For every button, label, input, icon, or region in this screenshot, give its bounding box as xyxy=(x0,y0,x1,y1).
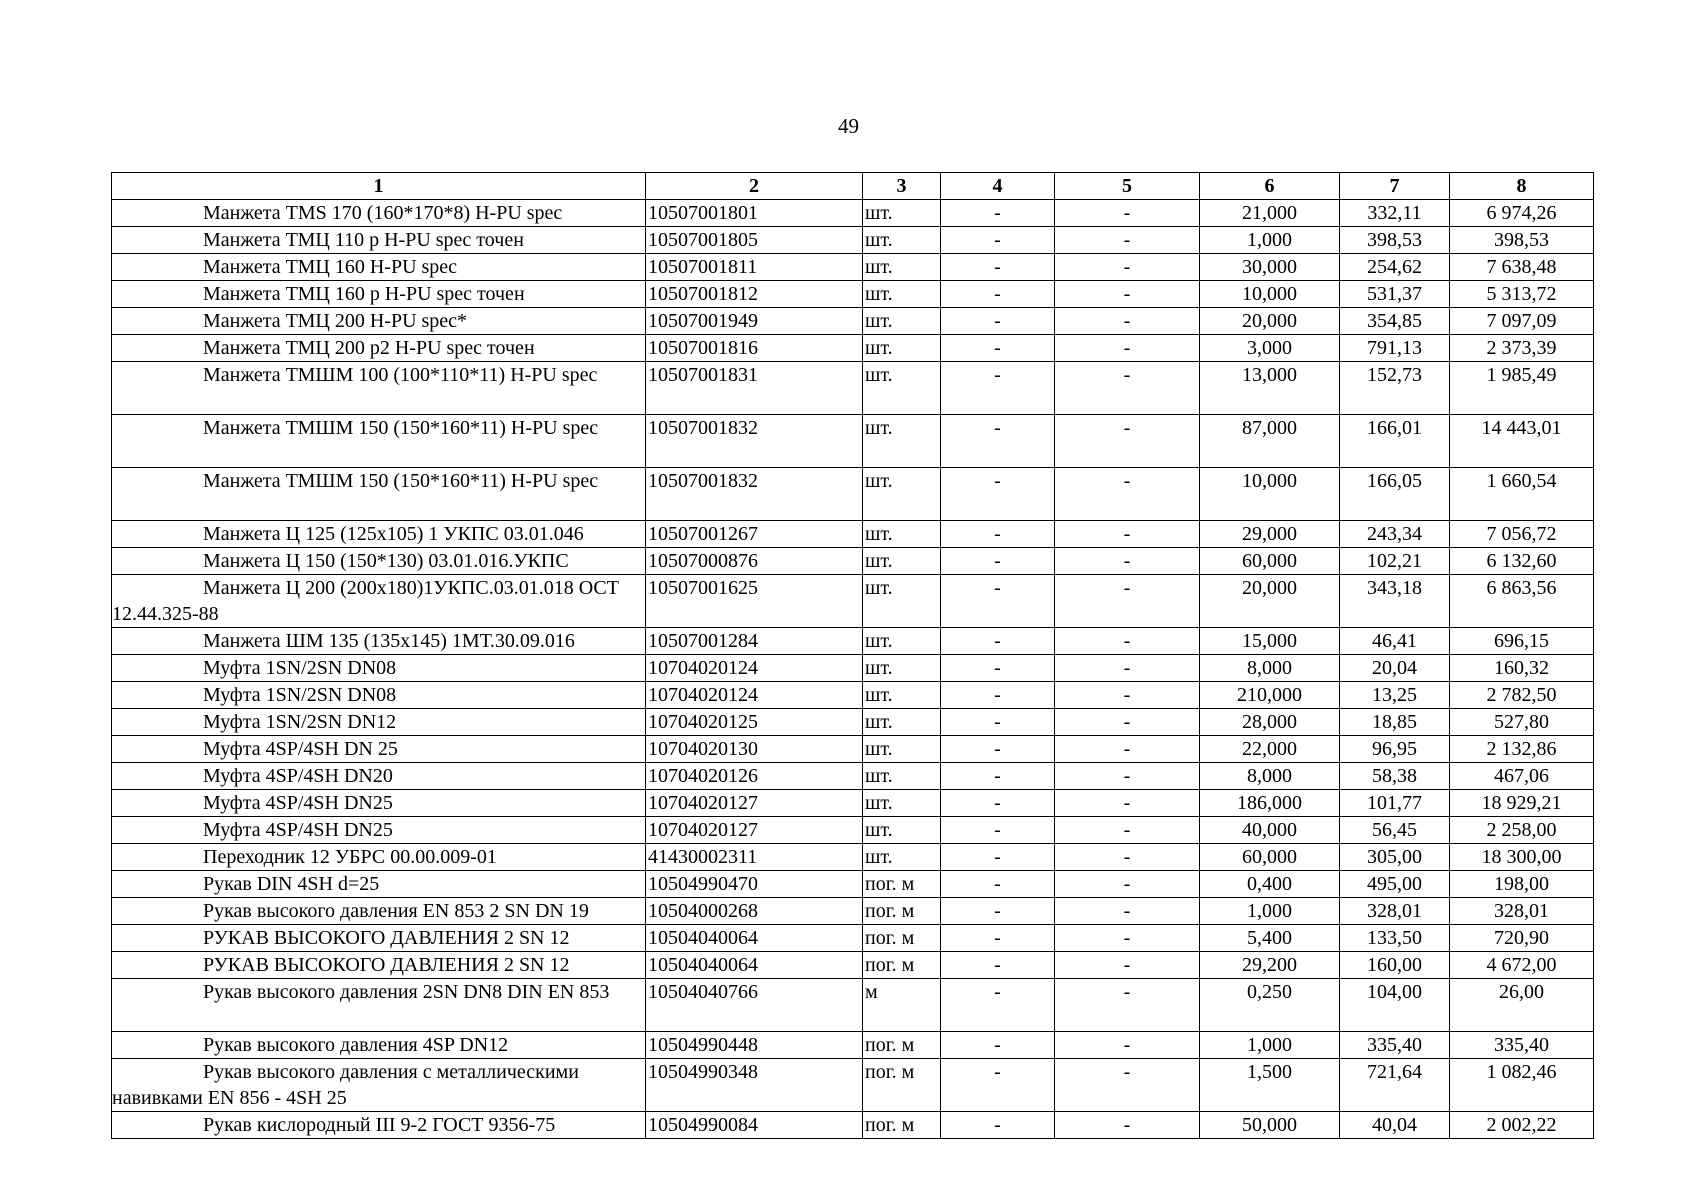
item-sum: 720,90 xyxy=(1450,925,1594,952)
item-code: 10507000876 xyxy=(646,548,863,575)
item-unit: шт. xyxy=(863,682,941,709)
item-sum: 6 974,26 xyxy=(1450,200,1594,227)
table-row xyxy=(112,200,1594,227)
table-row xyxy=(112,362,1594,415)
table-row xyxy=(112,790,1594,817)
item-code: 10507001812 xyxy=(646,281,863,308)
item-col4: - xyxy=(941,468,1055,521)
item-col4: - xyxy=(941,979,1055,1032)
item-col5: - xyxy=(1055,227,1200,254)
item-col4: - xyxy=(941,736,1055,763)
item-code: 10507001801 xyxy=(646,200,863,227)
item-col4: - xyxy=(941,415,1055,468)
item-unit: шт. xyxy=(863,628,941,655)
item-price: 40,04 xyxy=(1340,1112,1450,1139)
item-col4: - xyxy=(941,308,1055,335)
item-col4: - xyxy=(941,1112,1055,1139)
item-col4: - xyxy=(941,709,1055,736)
item-code: 10504990470 xyxy=(646,871,863,898)
item-name: Манжета ТМШМ 150 (150*160*11) H-PU spec xyxy=(112,468,646,521)
item-quantity: 10,000 xyxy=(1200,468,1340,521)
item-unit: пог. м xyxy=(863,1059,941,1112)
item-sum: 527,80 xyxy=(1450,709,1594,736)
item-code: 10504000268 xyxy=(646,898,863,925)
item-quantity: 15,000 xyxy=(1200,628,1340,655)
item-price: 254,62 xyxy=(1340,254,1450,281)
item-unit: шт. xyxy=(863,415,941,468)
item-name: Муфта 1SN/2SN DN08 xyxy=(112,655,646,682)
item-col4: - xyxy=(941,952,1055,979)
item-sum: 1 082,46 xyxy=(1450,1059,1594,1112)
item-quantity: 20,000 xyxy=(1200,308,1340,335)
item-col5: - xyxy=(1055,979,1200,1032)
item-name: Муфта 4SP/4SH DN25 xyxy=(112,817,646,844)
table-row xyxy=(112,1032,1594,1059)
item-unit: шт. xyxy=(863,790,941,817)
item-name: Манжета ТМЦ 110 p H-PU spec точен xyxy=(112,227,646,254)
item-name: Манжета Ц 200 (200х180)1УКПС.03.01.018 ОСТ 12.44.325-88 xyxy=(112,575,646,628)
item-col4: - xyxy=(941,1059,1055,1112)
item-quantity: 29,000 xyxy=(1200,521,1340,548)
item-name: РУКАВ ВЫСОКОГО ДАВЛЕНИЯ 2 SN 12 xyxy=(112,952,646,979)
item-code: 10704020126 xyxy=(646,763,863,790)
item-price: 13,25 xyxy=(1340,682,1450,709)
item-price: 104,00 xyxy=(1340,979,1450,1032)
item-code: 10704020127 xyxy=(646,817,863,844)
item-code: 10507001267 xyxy=(646,521,863,548)
item-code: 41430002311 xyxy=(646,844,863,871)
item-name: Рукав высокого давления EN 853 2 SN DN 19 xyxy=(112,898,646,925)
item-col5: - xyxy=(1055,200,1200,227)
item-col5: - xyxy=(1055,655,1200,682)
table-row xyxy=(112,1112,1594,1139)
item-price: 531,37 xyxy=(1340,281,1450,308)
item-quantity: 29,200 xyxy=(1200,952,1340,979)
item-sum: 18 929,21 xyxy=(1450,790,1594,817)
item-price: 133,50 xyxy=(1340,925,1450,952)
item-name: Манжета ШМ 135 (135х145) 1МТ.30.09.016 xyxy=(112,628,646,655)
table-row xyxy=(112,281,1594,308)
item-col4: - xyxy=(941,655,1055,682)
item-price: 46,41 xyxy=(1340,628,1450,655)
item-code: 10507001816 xyxy=(646,335,863,362)
item-col4: - xyxy=(941,200,1055,227)
item-col5: - xyxy=(1055,790,1200,817)
item-col5: - xyxy=(1055,362,1200,415)
column-header: 4 xyxy=(941,173,1055,200)
item-name: Рукав высокого давления 2SN DN8 DIN EN 853 xyxy=(112,979,646,1032)
item-col4: - xyxy=(941,335,1055,362)
item-col5: - xyxy=(1055,898,1200,925)
item-unit: шт. xyxy=(863,736,941,763)
item-unit: шт. xyxy=(863,548,941,575)
table-row xyxy=(112,308,1594,335)
item-name: Манжета ТМШМ 100 (100*110*11) H-PU spec xyxy=(112,362,646,415)
table-row xyxy=(112,682,1594,709)
table-row xyxy=(112,521,1594,548)
item-price: 398,53 xyxy=(1340,227,1450,254)
table-row xyxy=(112,415,1594,468)
item-col4: - xyxy=(941,925,1055,952)
item-price: 343,18 xyxy=(1340,575,1450,628)
item-sum: 26,00 xyxy=(1450,979,1594,1032)
item-price: 160,00 xyxy=(1340,952,1450,979)
item-col5: - xyxy=(1055,281,1200,308)
item-col5: - xyxy=(1055,817,1200,844)
item-code: 10704020130 xyxy=(646,736,863,763)
column-header: 1 xyxy=(112,173,646,200)
table-row xyxy=(112,335,1594,362)
item-sum: 198,00 xyxy=(1450,871,1594,898)
item-sum: 6 132,60 xyxy=(1450,548,1594,575)
item-name: РУКАВ ВЫСОКОГО ДАВЛЕНИЯ 2 SN 12 xyxy=(112,925,646,952)
item-unit: шт. xyxy=(863,521,941,548)
item-col4: - xyxy=(941,790,1055,817)
table-row xyxy=(112,655,1594,682)
item-code: 10504990084 xyxy=(646,1112,863,1139)
column-header: 2 xyxy=(646,173,863,200)
item-col4: - xyxy=(941,575,1055,628)
item-code: 10507001832 xyxy=(646,468,863,521)
item-col5: - xyxy=(1055,468,1200,521)
table-row xyxy=(112,1059,1594,1112)
item-code: 10507001284 xyxy=(646,628,863,655)
item-col5: - xyxy=(1055,1112,1200,1139)
item-name: Рукав DIN 4SH d=25 xyxy=(112,871,646,898)
item-unit: шт. xyxy=(863,308,941,335)
item-unit: шт. xyxy=(863,254,941,281)
item-name: Рукав высокого давления 4SP DN12 xyxy=(112,1032,646,1059)
column-header: 7 xyxy=(1340,173,1450,200)
item-col4: - xyxy=(941,227,1055,254)
item-col5: - xyxy=(1055,628,1200,655)
item-name: Манжета Ц 125 (125х105) 1 УКПС 03.01.046 xyxy=(112,521,646,548)
item-col4: - xyxy=(941,844,1055,871)
item-sum: 6 863,56 xyxy=(1450,575,1594,628)
item-code: 10507001625 xyxy=(646,575,863,628)
item-sum: 7 097,09 xyxy=(1450,308,1594,335)
item-sum: 335,40 xyxy=(1450,1032,1594,1059)
item-col5: - xyxy=(1055,1032,1200,1059)
item-sum: 398,53 xyxy=(1450,227,1594,254)
item-col5: - xyxy=(1055,254,1200,281)
item-quantity: 10,000 xyxy=(1200,281,1340,308)
item-sum: 696,15 xyxy=(1450,628,1594,655)
item-col4: - xyxy=(941,548,1055,575)
item-code: 10504040766 xyxy=(646,979,863,1032)
item-sum: 5 313,72 xyxy=(1450,281,1594,308)
item-col5: - xyxy=(1055,415,1200,468)
item-quantity: 210,000 xyxy=(1200,682,1340,709)
item-sum: 1 660,54 xyxy=(1450,468,1594,521)
item-col4: - xyxy=(941,521,1055,548)
item-col5: - xyxy=(1055,736,1200,763)
table-row xyxy=(112,709,1594,736)
item-price: 166,05 xyxy=(1340,468,1450,521)
item-name: Переходник 12 УБРС 00.00.009-01 xyxy=(112,844,646,871)
item-col5: - xyxy=(1055,763,1200,790)
item-code: 10704020127 xyxy=(646,790,863,817)
item-price: 495,00 xyxy=(1340,871,1450,898)
item-sum: 2 258,00 xyxy=(1450,817,1594,844)
item-unit: шт. xyxy=(863,227,941,254)
item-col5: - xyxy=(1055,308,1200,335)
item-price: 332,11 xyxy=(1340,200,1450,227)
item-name: Манжета ТМЦ 200 H-PU spec* xyxy=(112,308,646,335)
item-col5: - xyxy=(1055,335,1200,362)
item-unit: шт. xyxy=(863,200,941,227)
item-quantity: 13,000 xyxy=(1200,362,1340,415)
item-col4: - xyxy=(941,362,1055,415)
item-quantity: 60,000 xyxy=(1200,548,1340,575)
item-code: 10504990448 xyxy=(646,1032,863,1059)
item-price: 305,00 xyxy=(1340,844,1450,871)
item-price: 166,01 xyxy=(1340,415,1450,468)
table-row xyxy=(112,254,1594,281)
item-sum: 18 300,00 xyxy=(1450,844,1594,871)
item-unit: шт. xyxy=(863,335,941,362)
item-price: 328,01 xyxy=(1340,898,1450,925)
item-col5: - xyxy=(1055,844,1200,871)
table-row xyxy=(112,763,1594,790)
item-code: 10507001831 xyxy=(646,362,863,415)
item-code: 10704020124 xyxy=(646,655,863,682)
item-sum: 4 672,00 xyxy=(1450,952,1594,979)
item-sum: 160,32 xyxy=(1450,655,1594,682)
item-col5: - xyxy=(1055,682,1200,709)
column-header: 3 xyxy=(863,173,941,200)
table-row xyxy=(112,628,1594,655)
item-col5: - xyxy=(1055,575,1200,628)
item-quantity: 60,000 xyxy=(1200,844,1340,871)
item-code: 10504040064 xyxy=(646,925,863,952)
item-name: Муфта 1SN/2SN DN12 xyxy=(112,709,646,736)
item-code: 10507001949 xyxy=(646,308,863,335)
items-table xyxy=(111,172,1594,1139)
table-row xyxy=(112,979,1594,1032)
item-col5: - xyxy=(1055,1059,1200,1112)
item-price: 354,85 xyxy=(1340,308,1450,335)
item-price: 101,77 xyxy=(1340,790,1450,817)
item-quantity: 1,000 xyxy=(1200,898,1340,925)
column-header: 8 xyxy=(1450,173,1594,200)
item-col4: - xyxy=(941,898,1055,925)
item-col4: - xyxy=(941,763,1055,790)
column-header: 6 xyxy=(1200,173,1340,200)
item-sum: 7 056,72 xyxy=(1450,521,1594,548)
item-price: 335,40 xyxy=(1340,1032,1450,1059)
item-unit: шт. xyxy=(863,817,941,844)
item-unit: пог. м xyxy=(863,898,941,925)
item-quantity: 0,400 xyxy=(1200,871,1340,898)
table-row xyxy=(112,898,1594,925)
item-unit: шт. xyxy=(863,281,941,308)
item-quantity: 87,000 xyxy=(1200,415,1340,468)
item-name: Рукав высокого давления с металлическими навивками EN 856 - 4SH 25 xyxy=(112,1059,646,1112)
item-name: Манжета ТМЦ 160 p H-PU spec точен xyxy=(112,281,646,308)
item-unit: пог. м xyxy=(863,925,941,952)
item-price: 20,04 xyxy=(1340,655,1450,682)
table-row xyxy=(112,575,1594,628)
item-quantity: 0,250 xyxy=(1200,979,1340,1032)
item-unit: шт. xyxy=(863,655,941,682)
table-row xyxy=(112,736,1594,763)
item-col4: - xyxy=(941,281,1055,308)
item-unit: шт. xyxy=(863,763,941,790)
item-sum: 467,06 xyxy=(1450,763,1594,790)
item-col4: - xyxy=(941,628,1055,655)
item-name: Рукав кислородный III 9-2 ГОСТ 9356-75 xyxy=(112,1112,646,1139)
item-code: 10504990348 xyxy=(646,1059,863,1112)
item-col5: - xyxy=(1055,871,1200,898)
table-row xyxy=(112,952,1594,979)
item-quantity: 50,000 xyxy=(1200,1112,1340,1139)
item-col4: - xyxy=(941,817,1055,844)
table-row xyxy=(112,817,1594,844)
item-code: 10507001805 xyxy=(646,227,863,254)
item-quantity: 8,000 xyxy=(1200,763,1340,790)
item-quantity: 21,000 xyxy=(1200,200,1340,227)
item-price: 102,21 xyxy=(1340,548,1450,575)
table-row xyxy=(112,468,1594,521)
item-quantity: 186,000 xyxy=(1200,790,1340,817)
item-unit: пог. м xyxy=(863,1032,941,1059)
item-col4: - xyxy=(941,254,1055,281)
item-quantity: 1,000 xyxy=(1200,1032,1340,1059)
item-name: Муфта 4SP/4SH DN25 xyxy=(112,790,646,817)
item-sum: 14 443,01 xyxy=(1450,415,1594,468)
item-name: Манжета Ц 150 (150*130) 03.01.016.УКПС xyxy=(112,548,646,575)
item-quantity: 30,000 xyxy=(1200,254,1340,281)
item-unit: м xyxy=(863,979,941,1032)
item-col4: - xyxy=(941,682,1055,709)
item-quantity: 1,500 xyxy=(1200,1059,1340,1112)
item-price: 96,95 xyxy=(1340,736,1450,763)
table-row xyxy=(112,871,1594,898)
item-unit: шт. xyxy=(863,709,941,736)
item-quantity: 20,000 xyxy=(1200,575,1340,628)
item-name: Муфта 4SP/4SH DN 25 xyxy=(112,736,646,763)
table-row xyxy=(112,844,1594,871)
item-name: Манжета ТМЦ 160 H-PU spec xyxy=(112,254,646,281)
item-col5: - xyxy=(1055,521,1200,548)
item-unit: пог. м xyxy=(863,871,941,898)
item-quantity: 28,000 xyxy=(1200,709,1340,736)
page-number: 49 xyxy=(838,114,859,138)
item-name: Манжета ТМШМ 150 (150*160*11) H-PU spec xyxy=(112,415,646,468)
item-sum: 328,01 xyxy=(1450,898,1594,925)
item-quantity: 3,000 xyxy=(1200,335,1340,362)
column-header: 5 xyxy=(1055,173,1200,200)
item-code: 10507001832 xyxy=(646,415,863,468)
item-name: Муфта 1SN/2SN DN08 xyxy=(112,682,646,709)
table-row xyxy=(112,227,1594,254)
item-unit: шт. xyxy=(863,844,941,871)
item-quantity: 8,000 xyxy=(1200,655,1340,682)
item-sum: 2 373,39 xyxy=(1450,335,1594,362)
item-name: Манжета TMS 170 (160*170*8) H-PU spec xyxy=(112,200,646,227)
item-col5: - xyxy=(1055,548,1200,575)
item-sum: 2 782,50 xyxy=(1450,682,1594,709)
item-sum: 2 002,22 xyxy=(1450,1112,1594,1139)
item-unit: пог. м xyxy=(863,952,941,979)
header-row xyxy=(112,173,1594,200)
item-sum: 2 132,86 xyxy=(1450,736,1594,763)
item-quantity: 22,000 xyxy=(1200,736,1340,763)
item-price: 243,34 xyxy=(1340,521,1450,548)
item-price: 152,73 xyxy=(1340,362,1450,415)
item-price: 791,13 xyxy=(1340,335,1450,362)
item-quantity: 40,000 xyxy=(1200,817,1340,844)
item-code: 10507001811 xyxy=(646,254,863,281)
item-code: 10704020125 xyxy=(646,709,863,736)
item-price: 721,64 xyxy=(1340,1059,1450,1112)
item-unit: шт. xyxy=(863,575,941,628)
item-quantity: 1,000 xyxy=(1200,227,1340,254)
item-code: 10504040064 xyxy=(646,952,863,979)
table-row xyxy=(112,548,1594,575)
item-price: 56,45 xyxy=(1340,817,1450,844)
item-code: 10704020124 xyxy=(646,682,863,709)
item-unit: шт. xyxy=(863,468,941,521)
item-name: Муфта 4SP/4SH DN20 xyxy=(112,763,646,790)
table-row xyxy=(112,925,1594,952)
item-col5: - xyxy=(1055,709,1200,736)
item-col4: - xyxy=(941,871,1055,898)
item-sum: 7 638,48 xyxy=(1450,254,1594,281)
item-col5: - xyxy=(1055,952,1200,979)
item-sum: 1 985,49 xyxy=(1450,362,1594,415)
item-unit: пог. м xyxy=(863,1112,941,1139)
item-price: 18,85 xyxy=(1340,709,1450,736)
item-col5: - xyxy=(1055,925,1200,952)
item-name: Манжета ТМЦ 200 p2 H-PU spec точен xyxy=(112,335,646,362)
item-unit: шт. xyxy=(863,362,941,415)
item-col4: - xyxy=(941,1032,1055,1059)
item-quantity: 5,400 xyxy=(1200,925,1340,952)
item-price: 58,38 xyxy=(1340,763,1450,790)
